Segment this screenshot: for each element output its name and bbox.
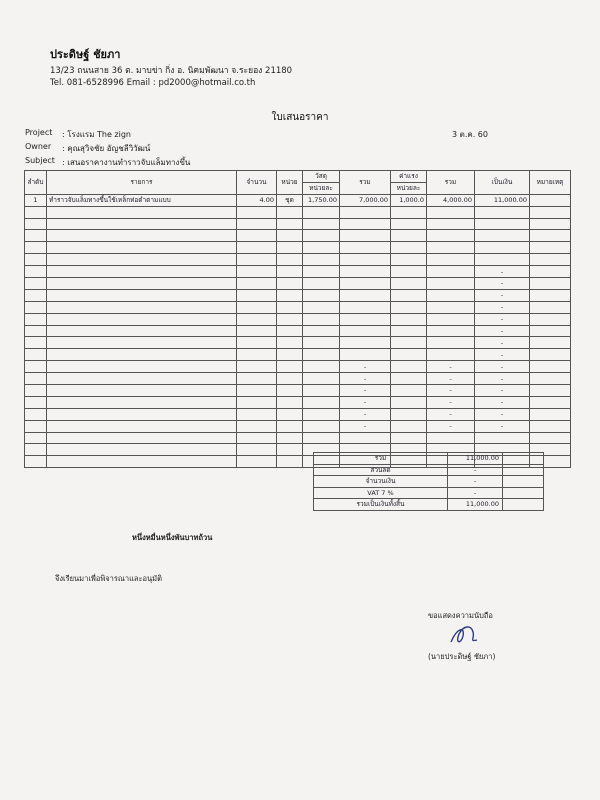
summary-row (314, 453, 544, 465)
cell-unit (277, 337, 303, 349)
cell-lab-unit (391, 289, 427, 301)
cell-mat-unit (303, 254, 340, 266)
cell-amount (475, 432, 530, 444)
cell-amount: - (475, 408, 530, 420)
owner-label: Owner (25, 142, 52, 151)
cell-item (47, 206, 237, 218)
cell-lab-unit (391, 396, 427, 408)
cell-unit (277, 456, 303, 468)
cell-item (47, 289, 237, 301)
cell-mat-unit (303, 266, 340, 278)
header-amount: เป็นเงิน (475, 171, 530, 195)
summary-row (314, 499, 544, 511)
cell-lab-total (427, 242, 475, 254)
cell-item (47, 432, 237, 444)
cell-qty (237, 396, 277, 408)
cell-lab-unit (391, 325, 427, 337)
summary-value: - (448, 464, 503, 476)
cell-mat-total (340, 266, 391, 278)
cell-no (25, 206, 47, 218)
cell-lab-total: 4,000.00 (427, 194, 475, 206)
cell-remark (530, 325, 571, 337)
cell-amount: - (475, 289, 530, 301)
cell-no (25, 266, 47, 278)
table-row (25, 385, 571, 397)
cell-lab-unit (391, 408, 427, 420)
cell-unit (277, 373, 303, 385)
cell-item (47, 361, 237, 373)
cell-lab-unit (391, 242, 427, 254)
cell-remark (530, 278, 571, 290)
cell-amount (475, 218, 530, 230)
summary-row (314, 476, 544, 488)
project-value: : โรงแรม The zign (62, 130, 131, 139)
cell-item (47, 444, 237, 456)
cell-unit (277, 301, 303, 313)
owner-value: : คุณสุวิจชัย อัญชลีวิวัฒน์ (62, 144, 151, 153)
cell-amount (475, 206, 530, 218)
cell-remark (530, 361, 571, 373)
company-contact: Tel. 081-6528996 Email : pd2000@hotmail.co.th (50, 78, 256, 88)
cell-lab-total (427, 254, 475, 266)
document-title: ใบเสนอราคา (271, 112, 329, 123)
cell-lab-total (427, 313, 475, 325)
cell-qty (237, 385, 277, 397)
cell-amount (475, 254, 530, 266)
cell-mat-unit (303, 432, 340, 444)
cell-amount: - (475, 373, 530, 385)
cell-mat-unit (303, 230, 340, 242)
cell-amount: - (475, 325, 530, 337)
cell-lab-unit: 1,000.0 (391, 194, 427, 206)
cell-mat-unit (303, 396, 340, 408)
cell-lab-unit (391, 420, 427, 432)
cell-amount: - (475, 420, 530, 432)
cell-mat-total: - (340, 361, 391, 373)
table-row (25, 408, 571, 420)
cell-qty (237, 218, 277, 230)
cell-no (25, 242, 47, 254)
cell-mat-unit (303, 206, 340, 218)
cell-qty (237, 289, 277, 301)
cell-mat-unit (303, 242, 340, 254)
summary-row (314, 487, 544, 499)
summary-label: รวมเป็นเงินทั้งสิ้น (314, 499, 448, 511)
table-row (25, 254, 571, 266)
cell-mat-total (340, 325, 391, 337)
summary-label: ส่วนลด (314, 464, 448, 476)
cell-remark (530, 242, 571, 254)
cell-mat-unit (303, 289, 340, 301)
cell-remark (530, 373, 571, 385)
cell-qty (237, 432, 277, 444)
project-label: Project (25, 128, 53, 137)
cell-lab-unit (391, 337, 427, 349)
cell-lab-unit (391, 254, 427, 266)
summary-remark (503, 476, 544, 488)
cell-lab-unit (391, 432, 427, 444)
cell-remark (530, 254, 571, 266)
cell-mat-total (340, 242, 391, 254)
header-item: รายการ (47, 171, 237, 195)
cell-mat-unit (303, 218, 340, 230)
cell-lab-unit (391, 301, 427, 313)
cell-mat-total (340, 301, 391, 313)
cell-remark (530, 230, 571, 242)
cell-item (47, 254, 237, 266)
cell-remark (530, 349, 571, 361)
cell-item (47, 420, 237, 432)
cell-lab-total (427, 301, 475, 313)
cell-mat-unit (303, 337, 340, 349)
summary-value: 11,000.00 (448, 499, 503, 511)
cell-no (25, 337, 47, 349)
cell-amount (475, 242, 530, 254)
table-row (25, 278, 571, 290)
cell-qty (237, 254, 277, 266)
table-row (25, 242, 571, 254)
cell-amount: - (475, 349, 530, 361)
cell-unit (277, 420, 303, 432)
summary-value: - (448, 476, 503, 488)
cell-mat-total: - (340, 396, 391, 408)
cell-no (25, 408, 47, 420)
cell-no (25, 373, 47, 385)
table-row (25, 266, 571, 278)
table-row (25, 218, 571, 230)
cell-lab-unit (391, 349, 427, 361)
cell-lab-unit (391, 230, 427, 242)
header-labor-total: รวม (427, 171, 475, 195)
cell-qty (237, 349, 277, 361)
cell-lab-total: - (427, 408, 475, 420)
cell-mat-total: - (340, 373, 391, 385)
cell-mat-total: 7,000.00 (340, 194, 391, 206)
subject-label: Subject (25, 156, 55, 165)
cell-no (25, 230, 47, 242)
cell-item (47, 385, 237, 397)
cell-qty (237, 361, 277, 373)
cell-no (25, 396, 47, 408)
cell-unit (277, 349, 303, 361)
cell-no (25, 385, 47, 397)
cell-unit (277, 432, 303, 444)
cell-no (25, 444, 47, 456)
header-unit: หน่วย (277, 171, 303, 195)
table-row (25, 230, 571, 242)
cell-unit (277, 230, 303, 242)
table-row (25, 361, 571, 373)
cell-item (47, 396, 237, 408)
cell-mat-unit (303, 385, 340, 397)
table-row (25, 301, 571, 313)
cell-item (47, 325, 237, 337)
cell-amount: - (475, 385, 530, 397)
cell-remark (530, 301, 571, 313)
cell-no (25, 349, 47, 361)
cell-qty (237, 230, 277, 242)
cell-amount: - (475, 278, 530, 290)
cell-mat-unit (303, 349, 340, 361)
cell-qty (237, 373, 277, 385)
cell-mat-total: - (340, 385, 391, 397)
table-row (25, 432, 571, 444)
cell-unit: ชุด (277, 194, 303, 206)
cell-qty: 4.00 (237, 194, 277, 206)
cell-remark (530, 396, 571, 408)
cell-mat-total (340, 313, 391, 325)
cell-lab-total (427, 206, 475, 218)
table-row (25, 206, 571, 218)
summary-value: - (448, 487, 503, 499)
cell-amount: - (475, 301, 530, 313)
amount-in-words: หนึ่งหมื่นหนึ่งพันบาทถ้วน (132, 533, 213, 542)
cell-item (47, 456, 237, 468)
company-address: 13/23 ถนนสาย 36 ต. มาบข่า กิ่ง อ. นิคมพัฒนา จ.ระยอง 21180 (50, 66, 293, 76)
header-labor: ค่าแรง (391, 171, 427, 183)
cell-item (47, 373, 237, 385)
table-row (25, 337, 571, 349)
cell-no (25, 456, 47, 468)
table-row (25, 349, 571, 361)
cell-mat-total (340, 349, 391, 361)
cell-remark (530, 289, 571, 301)
summary-remark (503, 487, 544, 499)
cell-mat-total (340, 289, 391, 301)
quote-date: 3 ต.ค. 60 (452, 130, 488, 139)
cell-amount (475, 230, 530, 242)
summary-remark (503, 464, 544, 476)
cell-no: 1 (25, 194, 47, 206)
cell-qty (237, 266, 277, 278)
regards-text: ขอแสดงความนับถือ (428, 611, 493, 620)
cell-lab-total (427, 432, 475, 444)
summary-label: รวม (314, 453, 448, 465)
cell-lab-unit (391, 385, 427, 397)
quotation-table (24, 170, 571, 468)
cell-unit (277, 361, 303, 373)
cell-unit (277, 385, 303, 397)
cell-no (25, 361, 47, 373)
cell-mat-unit (303, 408, 340, 420)
cell-no (25, 218, 47, 230)
cell-mat-unit (303, 278, 340, 290)
cell-lab-total (427, 266, 475, 278)
cell-remark (530, 408, 571, 420)
cell-item: ทำราวจับแล็มทางขึ้นใช้เหล็กท่อตำตามแบบ (47, 194, 237, 206)
cell-amount: - (475, 313, 530, 325)
header-remark: หมายเหตุ (530, 171, 571, 195)
cell-lab-unit (391, 361, 427, 373)
cell-mat-total: - (340, 408, 391, 420)
subject-value: : เสนอราคางานทำราวจับแล็มทางขึ้น (62, 158, 191, 167)
cell-remark (530, 432, 571, 444)
header-material: วัสดุ (303, 171, 340, 183)
cell-item (47, 266, 237, 278)
table-row (25, 373, 571, 385)
cell-remark (530, 206, 571, 218)
cell-amount: - (475, 266, 530, 278)
cell-qty (237, 337, 277, 349)
cell-remark (530, 337, 571, 349)
cell-qty (237, 420, 277, 432)
cell-mat-unit (303, 420, 340, 432)
table-row (25, 396, 571, 408)
header-material-unit: หน่วยละ (303, 182, 340, 194)
cell-unit (277, 408, 303, 420)
cell-unit (277, 266, 303, 278)
header-no: ลำดับ (25, 171, 47, 195)
cell-lab-total (427, 337, 475, 349)
cell-unit (277, 289, 303, 301)
cell-amount: - (475, 396, 530, 408)
cell-mat-unit: 1,750.00 (303, 194, 340, 206)
cell-remark (530, 420, 571, 432)
cell-mat-unit (303, 325, 340, 337)
summary-label: VAT 7 % (314, 487, 448, 499)
cell-item (47, 242, 237, 254)
cell-qty (237, 325, 277, 337)
cell-item (47, 313, 237, 325)
cell-unit (277, 278, 303, 290)
table-row (25, 194, 571, 206)
cell-no (25, 254, 47, 266)
cell-mat-total (340, 230, 391, 242)
cell-qty (237, 408, 277, 420)
summary-label: จำนวนเงิน (314, 476, 448, 488)
cell-no (25, 301, 47, 313)
cell-lab-total (427, 230, 475, 242)
cell-mat-total (340, 218, 391, 230)
cell-unit (277, 444, 303, 456)
summary-row (314, 464, 544, 476)
cell-amount: 11,000.00 (475, 194, 530, 206)
cell-lab-unit (391, 373, 427, 385)
cell-unit (277, 242, 303, 254)
cell-lab-total (427, 278, 475, 290)
cell-qty (237, 278, 277, 290)
cell-qty (237, 242, 277, 254)
table-row (25, 313, 571, 325)
cell-item (47, 408, 237, 420)
cell-item (47, 349, 237, 361)
cell-amount: - (475, 361, 530, 373)
cell-unit (277, 396, 303, 408)
header-labor-unit: หน่วยละ (391, 182, 427, 194)
cell-mat-total (340, 278, 391, 290)
cell-no (25, 432, 47, 444)
cell-lab-total: - (427, 373, 475, 385)
cell-unit (277, 313, 303, 325)
cell-lab-total: - (427, 396, 475, 408)
cell-lab-total (427, 289, 475, 301)
cell-mat-total (340, 206, 391, 218)
cell-mat-unit (303, 301, 340, 313)
cell-mat-total (340, 337, 391, 349)
cell-qty (237, 444, 277, 456)
cell-qty (237, 456, 277, 468)
summary-value: 11,000.00 (448, 453, 503, 465)
cell-item (47, 218, 237, 230)
cell-mat-total (340, 432, 391, 444)
cell-no (25, 420, 47, 432)
cell-mat-unit (303, 313, 340, 325)
cell-unit (277, 325, 303, 337)
table-row (25, 420, 571, 432)
cell-remark (530, 218, 571, 230)
cell-lab-unit (391, 206, 427, 218)
cell-lab-unit (391, 266, 427, 278)
cell-qty (237, 313, 277, 325)
header-qty: จำนวน (237, 171, 277, 195)
cell-no (25, 313, 47, 325)
signer-name: (นายประดิษฐ์ ชัยภา) (428, 652, 496, 661)
cell-mat-total: - (340, 420, 391, 432)
cell-lab-total (427, 325, 475, 337)
cell-qty (237, 301, 277, 313)
cell-lab-total: - (427, 420, 475, 432)
cell-lab-unit (391, 218, 427, 230)
summary-table (313, 452, 544, 511)
cell-no (25, 289, 47, 301)
cell-unit (277, 254, 303, 266)
cell-amount: - (475, 337, 530, 349)
cell-mat-unit (303, 361, 340, 373)
header-material-total: รวม (340, 171, 391, 195)
cell-remark (530, 313, 571, 325)
cell-lab-unit (391, 313, 427, 325)
cell-item (47, 230, 237, 242)
cell-mat-unit (303, 373, 340, 385)
cell-lab-total: - (427, 361, 475, 373)
cell-lab-total (427, 218, 475, 230)
cell-remark (530, 266, 571, 278)
cell-item (47, 278, 237, 290)
cell-item (47, 301, 237, 313)
cell-no (25, 325, 47, 337)
cell-unit (277, 218, 303, 230)
cell-lab-total: - (427, 385, 475, 397)
cell-lab-unit (391, 278, 427, 290)
company-name: ประดิษฐ์ ชัยภา (50, 48, 121, 61)
cell-remark (530, 385, 571, 397)
summary-remark (503, 453, 544, 465)
cell-item (47, 337, 237, 349)
closing-note: จึงเรียนมาเพื่อพิจารณาและอนุมัติ (55, 574, 162, 583)
table-row (25, 289, 571, 301)
cell-lab-total (427, 349, 475, 361)
cell-remark (530, 194, 571, 206)
summary-remark (503, 499, 544, 511)
cell-mat-total (340, 254, 391, 266)
table-row (25, 325, 571, 337)
cell-unit (277, 206, 303, 218)
cell-no (25, 278, 47, 290)
signature-mark (445, 620, 485, 650)
cell-qty (237, 206, 277, 218)
